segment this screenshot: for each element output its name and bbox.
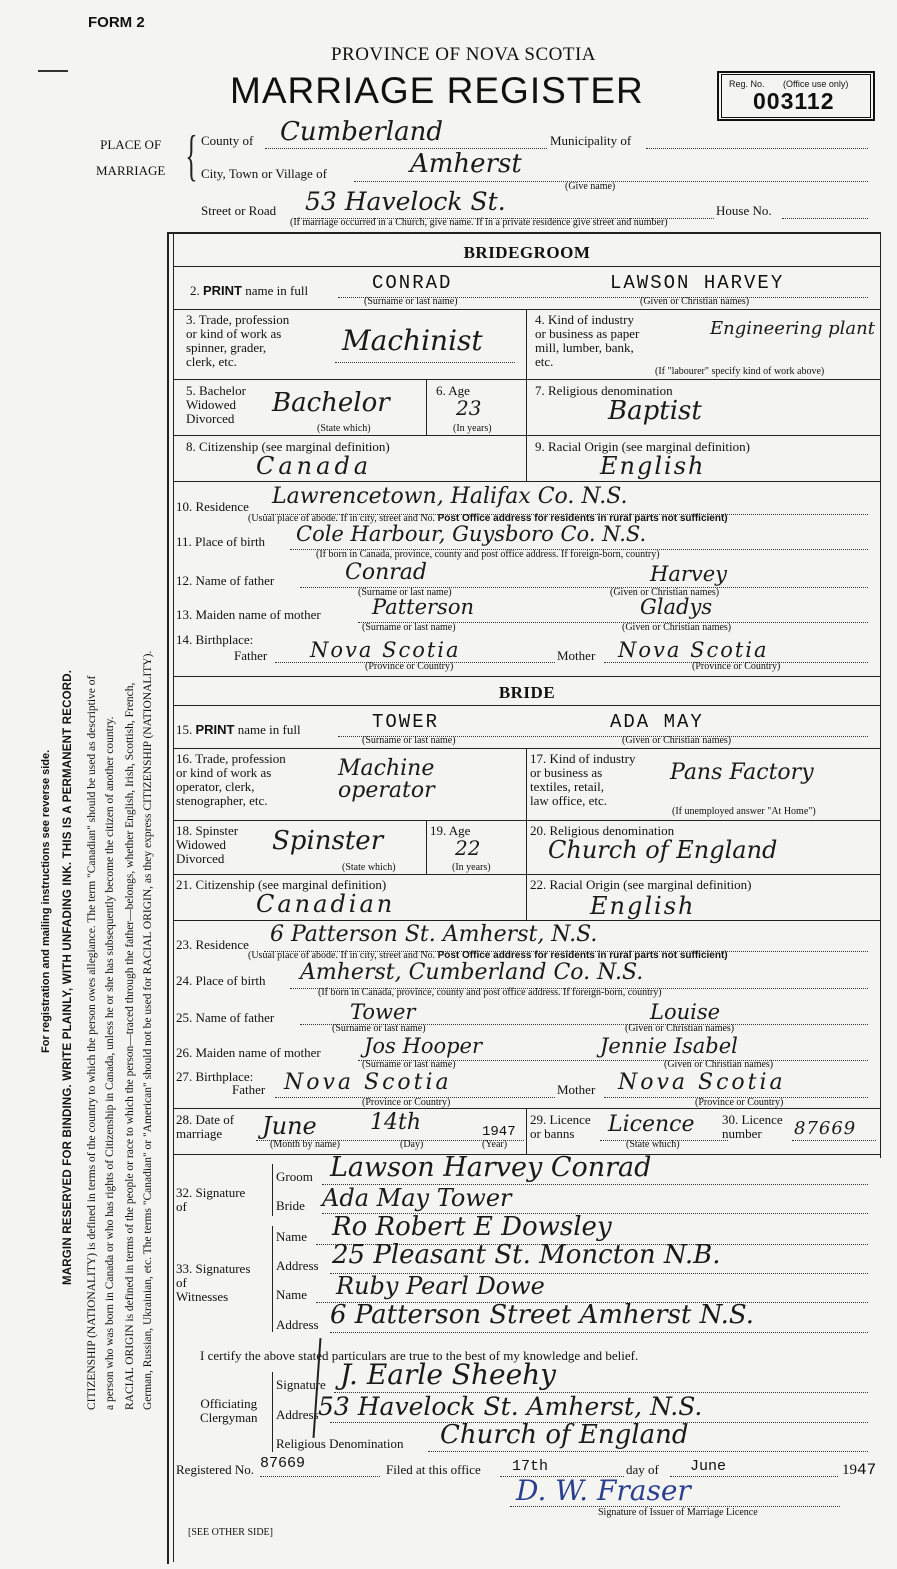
groom-religion: Baptist xyxy=(608,396,702,426)
bride-signature: Ada May Tower xyxy=(322,1184,512,1212)
bride-status-hint: (State which) xyxy=(342,862,396,873)
street-label: Street or Road xyxy=(201,203,277,218)
issuer-signature-label: Signature of Issuer of Marriage Licence xyxy=(598,1507,758,1518)
groom-father-label: 12. Name of father xyxy=(176,573,275,588)
bride-father-province-hint: (Province or Country) xyxy=(362,1097,451,1108)
signature-label: 32. Signature of xyxy=(176,1185,246,1214)
licence-banns-label: 29. Licence or banns xyxy=(530,1112,591,1141)
groom-heading: BRIDEGROOM xyxy=(463,243,591,262)
licence-hint: (State which) xyxy=(626,1139,680,1150)
bride-name-label: 15. PRINT name in full xyxy=(176,722,301,737)
bride-birth-hint: (If born in Canada, province, county and post office address. If foreign-born, country) xyxy=(318,987,662,998)
bride-age-hint: (In years) xyxy=(452,862,491,873)
bride-industry: Pans Factory xyxy=(670,760,814,785)
groom-mother-label: 13. Maiden name of mother xyxy=(176,607,321,622)
groom-racial-origin: English xyxy=(600,452,706,480)
bride-mother-province-hint: (Province or Country) xyxy=(695,1097,784,1108)
clergy-denomination-label: Religious Denomination xyxy=(276,1436,404,1451)
bride-father-given-hint: (Given or Christian names) xyxy=(625,1023,735,1034)
bride-mother-surname: Jos Hooper xyxy=(364,1034,483,1058)
groom-status: Bachelor xyxy=(272,388,390,418)
place-of-marriage-label: PLACE OF MARRIAGE xyxy=(96,137,166,178)
marriage-day: 14th xyxy=(370,1110,422,1135)
city-label: City, Town or Village of xyxy=(201,166,327,181)
bride-father-given: Louise xyxy=(650,1000,721,1024)
groom-birthplace-parents-label: 14. Birthplace: xyxy=(176,632,254,647)
licence-number: 87669 xyxy=(794,1118,857,1139)
bride-sig-label: Bride xyxy=(276,1198,305,1213)
groom-residence: Lawrencetown, Halifax Co. N.S. xyxy=(272,484,628,509)
clergyman-label: Officiating Clergyman xyxy=(200,1396,258,1425)
witness2-name-label: Name xyxy=(276,1287,308,1302)
groom-citizenship-label: 8. Citizenship (see marginal definition) xyxy=(186,439,390,454)
groom-bp-father-label: Father xyxy=(234,648,268,663)
groom-religion-label: 7. Religious denomination xyxy=(535,383,673,398)
bride-birthplace-parents-label: 27. Birthplace: xyxy=(176,1069,254,1084)
groom-mother-given-hint: (Given or Christian names) xyxy=(622,622,732,633)
witness1-name: Ro Robert E Dowsley xyxy=(332,1212,612,1242)
groom-mother-surname-hint: (Surname or last name) xyxy=(362,622,456,633)
bride-bp-mother-label: Mother xyxy=(557,1082,596,1097)
frame-right xyxy=(880,232,881,1158)
marriage-year: 1947 xyxy=(482,1124,516,1140)
bride-trade-label: 16. Trade, profession or kind of work as operator, clerk, stenographer, etc. xyxy=(176,751,286,808)
groom-status-hint: (State which) xyxy=(317,423,371,434)
groom-industry: Engineering plant xyxy=(710,318,875,339)
groom-mother-surname: Patterson xyxy=(372,595,474,619)
bride-heading: BRIDE xyxy=(498,683,556,702)
reg-note: (Office use only) xyxy=(783,79,849,89)
bride-mother-given: Jennie Isabel xyxy=(600,1034,738,1058)
bride-religion-label: 20. Religious denomination xyxy=(530,823,675,838)
groom-father-surname: Conrad xyxy=(345,560,427,585)
give-name-hint: (Give name) xyxy=(565,181,616,192)
municipality-label: Municipality of xyxy=(550,133,632,148)
clergy-signature-label: Signature xyxy=(276,1377,326,1392)
clergy-address-label: Address xyxy=(276,1407,319,1422)
groom-father-province-hint: (Province or Country) xyxy=(365,661,454,672)
groom-bp-mother-label: Mother xyxy=(557,648,596,663)
bride-citizenship: Canadian xyxy=(256,890,396,918)
clergy-denomination: Church of England xyxy=(440,1420,689,1450)
bride-residence: 6 Patterson St. Amherst, N.S. xyxy=(270,922,598,947)
clergy-signature: J. Earle Sheehy xyxy=(340,1358,557,1391)
registered-number: 87669 xyxy=(260,1455,306,1472)
witness2-address: 6 Patterson Street Amherst N.S. xyxy=(330,1300,755,1330)
margin-instructions: For registration and mailing instructions see reverse side. xyxy=(40,749,52,1053)
day-hint: (Day) xyxy=(400,1139,424,1150)
groom-father-given: Harvey xyxy=(650,562,728,586)
bride-bp-father-label: Father xyxy=(232,1082,266,1097)
frame-top xyxy=(167,232,881,234)
bride-mother-label: 26. Maiden name of mother xyxy=(176,1045,321,1060)
groom-industry-label: 4. Kind of industry or business as paper mill, lumber, bank, etc. xyxy=(535,312,640,369)
filed-day: 17th xyxy=(512,1458,549,1475)
ink-mark xyxy=(38,70,68,72)
bride-age: 22 xyxy=(455,836,481,860)
see-other-side: [SEE OTHER SIDE] xyxy=(188,1527,273,1538)
filed-year: 1947 xyxy=(842,1461,877,1479)
reg-label: Reg. No. xyxy=(729,79,765,89)
groom-given-names: LAWSON HARVEY xyxy=(610,272,785,294)
bride-surname: TOWER xyxy=(372,711,440,733)
groom-residence-hint: (Usual place of abode. If in city, street and No. Post Office address for residents in rural parts not sufficient) xyxy=(248,513,728,524)
form-number: FORM 2 xyxy=(88,14,145,31)
bride-industry-hint: (If unemployed answer "At Home") xyxy=(672,806,816,817)
witness1-address-label: Address xyxy=(276,1258,319,1273)
city-value: Amherst xyxy=(410,149,522,179)
licence-number-label: 30. Licence number xyxy=(722,1112,783,1141)
groom-father-birthplace: Nova Scotia xyxy=(310,638,461,662)
bride-racial-origin: English xyxy=(590,892,696,920)
county-label: County of xyxy=(201,133,254,148)
licence-or-banns: Licence xyxy=(608,1112,695,1137)
county-value: Cumberland xyxy=(280,117,443,147)
day-of-label: day of xyxy=(626,1462,659,1477)
bride-surname-hint: (Surname or last name) xyxy=(362,735,456,746)
bride-birthplace-label: 24. Place of birth xyxy=(176,973,266,988)
groom-racial-label: 9. Racial Origin (see marginal definition) xyxy=(535,439,750,454)
margin-citizenship-def: CITIZENSHIP (NATIONALITY) is defined in terms of the country to which the person owes allegiance. The term "Canadian" should be used as descriptive of xyxy=(86,675,98,1410)
street-value: 53 Havelock St. xyxy=(305,187,506,216)
groom-signature: Lawson Harvey Conrad xyxy=(330,1152,652,1183)
province-heading: PROVINCE OF NOVA SCOTIA xyxy=(330,44,597,65)
groom-status-label: 5. Bachelor Widowed Divorced xyxy=(186,383,246,426)
issuer-signature: D. W. Fraser xyxy=(516,1474,691,1507)
brace: { xyxy=(185,125,198,187)
witnesses-label: 33. Signatures of Witnesses xyxy=(176,1261,251,1304)
year-hint: (Year) xyxy=(482,1139,508,1150)
margin-binding-note: MARGIN RESERVED FOR BINDING. WRITE PLAINLY, WITH UNFADING INK. THIS IS A PERMANENT RECORD. xyxy=(62,669,74,1285)
witness1-name-label: Name xyxy=(276,1229,308,1244)
witness2-name: Ruby Pearl Dowe xyxy=(336,1272,545,1300)
month-hint: (Month by name) xyxy=(270,1139,340,1150)
bride-father-birthplace: Nova Scotia xyxy=(284,1070,452,1095)
bride-industry-label: 17. Kind of industry or business as textiles, retail, law office, etc. xyxy=(530,751,636,808)
groom-citizenship: Canada xyxy=(256,452,373,480)
registered-no-label: Registered No. xyxy=(176,1462,254,1477)
groom-birthplace-label: 11. Place of birth xyxy=(176,534,266,549)
groom-residence-label: 10. Residence xyxy=(176,499,249,514)
margin-citizenship-def-2: a person who was born in Canada or who has rights of Citizenship in Canada, unless he or she has subsequently become the citizen of another country. xyxy=(104,716,116,1410)
certification-statement: I certify the above stated particulars are true to the best of my knowledge and belief. xyxy=(200,1348,639,1363)
witness2-address-label: Address xyxy=(276,1317,319,1332)
bride-given-names: ADA MAY xyxy=(610,711,704,733)
reg-number-box xyxy=(717,71,875,121)
groom-mother-province-hint: (Province or Country) xyxy=(692,661,781,672)
bride-religion: Church of England xyxy=(548,836,778,864)
groom-father-surname-hint: (Surname or last name) xyxy=(358,587,452,598)
groom-place-of-birth: Cole Harbour, Guysboro Co. N.S. xyxy=(296,522,647,546)
frame-left-outer xyxy=(167,232,169,1564)
bride-mother-given-hint: (Given or Christian names) xyxy=(664,1059,774,1070)
margin-racial-def-2: German, Russian, Ukrainian, etc. The terms "Canadian" or "American" should not be used for RACIAL ORIGIN, as they express CITIZENSHIP (NATIONALITY). xyxy=(142,650,154,1410)
groom-industry-hint: (If "labourer" specify kind of work above) xyxy=(655,366,825,377)
bride-father-label: 25. Name of father xyxy=(176,1010,275,1025)
bride-residence-label: 23. Residence xyxy=(176,937,249,952)
bride-mother-surname-hint: (Surname or last name) xyxy=(362,1059,456,1070)
reg-number: 003112 xyxy=(753,88,835,114)
groom-surname-hint: (Surname or last name) xyxy=(364,296,458,307)
bride-status-label: 18. Spinster Widowed Divorced xyxy=(176,823,239,866)
filed-month: June xyxy=(690,1458,727,1475)
bride-status: Spinster xyxy=(272,826,384,856)
groom-sig-label: Groom xyxy=(276,1169,313,1184)
margin-racial-def: RACIAL ORIGIN is defined in terms of the people or race to which the person—traced through the father—belongs, whether English, Irish, Scottish, French, xyxy=(124,682,136,1410)
groom-age-label: 6. Age xyxy=(436,383,470,398)
bride-father-surname: Tower xyxy=(350,1000,416,1024)
groom-trade: Machinist xyxy=(342,324,483,357)
marriage-date-label: 28. Date of marriage xyxy=(176,1112,235,1141)
groom-mother-given: Gladys xyxy=(640,595,713,619)
groom-age-hint: (In years) xyxy=(453,423,492,434)
groom-birth-hint: (If born in Canada, province, county and post office address. If foreign-born, country) xyxy=(316,549,660,560)
groom-trade-label: 3. Trade, profession or kind of work as spinner, grader, clerk, etc. xyxy=(186,312,290,369)
groom-given-hint: (Given or Christian names) xyxy=(640,296,750,307)
clergy-address: 53 Havelock St. Amherst, N.S. xyxy=(318,1392,703,1421)
groom-father-given-hint: (Given or Christian names) xyxy=(610,587,720,598)
bride-mother-birthplace: Nova Scotia xyxy=(618,1070,786,1095)
bride-place-of-birth: Amherst, Cumberland Co. N.S. xyxy=(300,960,644,985)
groom-name-label: 2. PRINT name in full xyxy=(190,283,309,298)
bride-father-surname-hint: (Surname or last name) xyxy=(332,1023,426,1034)
marriage-month: June xyxy=(262,1112,317,1140)
page-title: MARRIAGE REGISTER xyxy=(230,70,644,111)
house-no-label: House No. xyxy=(716,203,772,218)
bride-given-hint: (Given or Christian names) xyxy=(622,735,732,746)
frame-left-inner xyxy=(173,232,174,1562)
bride-trade: Machine operator xyxy=(338,756,435,803)
filed-label: Filed at this office xyxy=(386,1462,481,1477)
place-note: (If marriage occurred in a Church, give name. If in a private residence give street and number) xyxy=(290,217,668,228)
bride-age-label: 19. Age xyxy=(430,823,471,838)
groom-mother-birthplace: Nova Scotia xyxy=(618,638,769,662)
bride-residence-hint: (Usual place of abode. If in city, street and No. Post Office address for residents in rural parts not sufficient) xyxy=(248,950,728,961)
groom-age: 23 xyxy=(456,396,482,420)
groom-surname: CONRAD xyxy=(372,272,453,294)
witness1-address: 25 Pleasant St. Moncton N.B. xyxy=(332,1240,721,1270)
bride-racial-label: 22. Racial Origin (see marginal definition) xyxy=(530,877,752,892)
bride-citizenship-label: 21. Citizenship (see marginal definition) xyxy=(176,877,387,892)
